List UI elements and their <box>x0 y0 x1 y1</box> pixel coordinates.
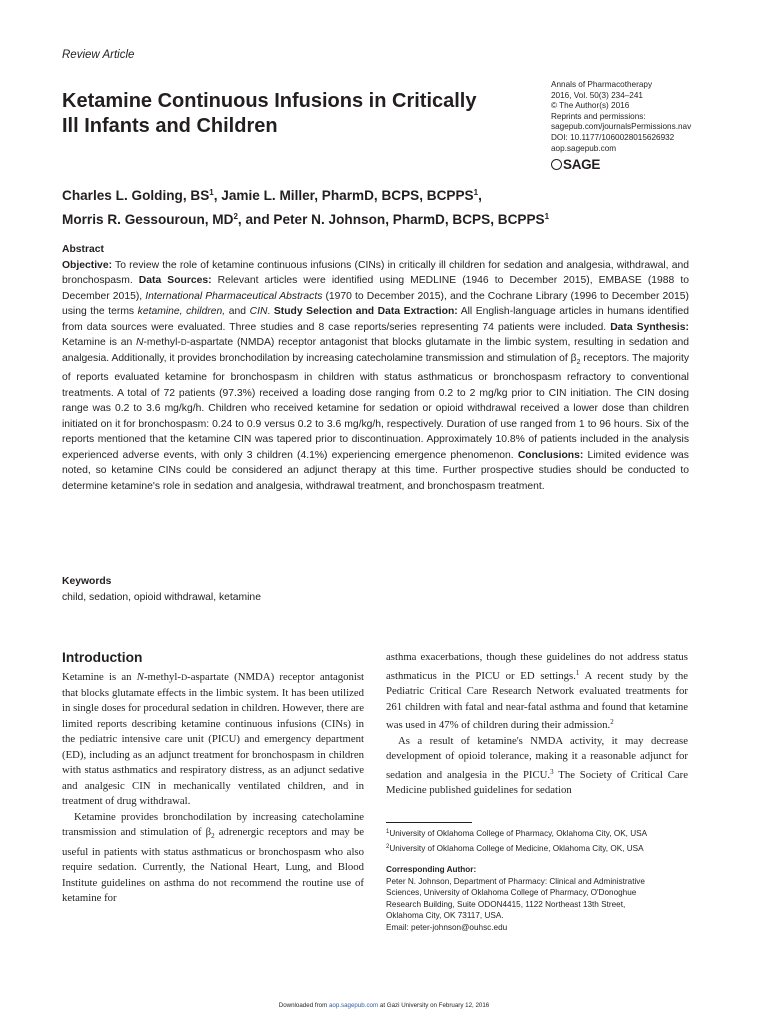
corresponding-author-block <box>386 864 706 933</box>
study-selection-text: All English-language articles in humans identified from data sources were evaluated. Three studies and 8 case reports/series representing 74 patients were included. <box>62 306 689 333</box>
journal-name: Annals of Pharmacotherapy <box>551 80 653 89</box>
study-selection-label: Study Selection and Data Extraction: <box>273 306 458 317</box>
journal-url: aop.sagepub.com <box>551 143 617 153</box>
search-term-cin: CIN <box>249 306 268 317</box>
author-list <box>62 182 549 230</box>
author-line-2 <box>62 206 549 230</box>
objective-text: To review the role of ketamine continuous infusions (CINs) in critically ill children for sedation and analgesia, withdrawal, and bronchospasm. <box>62 259 689 286</box>
permissions-url: sagepub.com/journalsPermissions.nav <box>551 122 692 132</box>
paragraph <box>386 650 688 734</box>
download-source-link[interactable]: aop.sagepub.com <box>328 1002 379 1009</box>
author-line-1 <box>62 182 549 206</box>
data-synthesis-text: Ketamine is an <box>62 337 136 348</box>
conclusions-text: Limited evidence was noted, so ketamine CINs could be considered an adjunct therapy at this time. Further prospective studies should be conducted to determine ketamine's role in sedation and analgesia, withdrawal treatment, and bronchospasm treatment. <box>62 449 689 492</box>
data-synthesis-text: -methyl- <box>143 337 181 348</box>
sage-logo <box>551 157 600 172</box>
paragraph <box>62 810 364 907</box>
affiliation-marker: 1 <box>473 188 479 197</box>
download-notice-text: at Gazi University on February 12, 2016 <box>378 1002 490 1009</box>
corresponding-author-line: Peter N. Johnson, Department of Pharmacy: Clinical and Administrative <box>386 876 645 886</box>
download-notice-text: Downloaded from <box>278 1002 329 1009</box>
keywords-list: child, sedation, opioid withdrawal, ketamine <box>62 591 261 603</box>
author-miller: , Jamie L. Miller, PharmD, BCPS, BCPPS <box>213 188 474 203</box>
download-notice <box>0 1002 768 1009</box>
n-prefix: N <box>136 671 144 683</box>
conjunction: and <box>225 306 250 317</box>
introduction-heading: Introduction <box>62 650 143 665</box>
journal-info-block <box>551 80 691 154</box>
affiliation-text: University of Oklahoma College of Pharmacy, Oklahoma City, OK, USA <box>389 829 648 838</box>
sage-logo-icon <box>551 159 562 170</box>
copyright-line: © The Author(s) 2016 <box>551 101 630 111</box>
corresponding-author-line: Sciences, University of Oklahoma College of Pharmacy, O'Donoghue <box>386 888 637 897</box>
body-text: As a result of ketamine's NMDA activity, it may decrease development of opioid tolerance, making it a reasonable adjunct for sedation and analgesia in the PICU. <box>386 734 688 781</box>
author-separator: , <box>478 188 482 203</box>
doi-line: DOI: 10.1177/1060028015626932 <box>551 132 675 142</box>
search-terms: ketamine, children, <box>137 306 226 317</box>
body-text: Ketamine provides bronchodilation by increasing catecholamine transmission and stimulation of β <box>62 810 364 838</box>
paragraph <box>62 670 364 810</box>
keywords-heading: Keywords <box>62 576 112 587</box>
d-prefix: D <box>180 338 187 347</box>
author-gessouroun: Morris R. Gessouroun, MD <box>62 212 234 227</box>
keywords-section <box>62 574 261 605</box>
footnote-divider <box>386 822 472 823</box>
body-text: adrenergic receptors and may be useful in patients with status asthmaticus or bronchospasm who also require sedation. Currently, the National Heart, Lung, and Blood Institute guidelines on asthma do not recommend the routine use of ketamine for <box>62 826 364 905</box>
reference-marker: 1 <box>575 668 580 677</box>
article-title: Ketamine Continuous Infusions in Critically Ill Infants and Children <box>62 90 477 137</box>
affiliation-marker: 2 <box>233 212 238 221</box>
d-prefix: D <box>181 672 188 682</box>
abstract-heading: Abstract <box>62 244 104 255</box>
data-synthesis-label: Data Synthesis: <box>610 321 689 333</box>
reprints-label: Reprints and permissions: <box>551 111 646 121</box>
affiliation-1 <box>386 826 647 841</box>
beta-subscript: 2 <box>211 832 215 841</box>
affiliation-marker: 1 <box>209 188 214 197</box>
database-name: International Pharmaceutical Abstracts <box>145 290 323 302</box>
author-johnson: , and Peter N. Johnson, PharmD, BCPS, BCPPS <box>237 212 545 227</box>
affiliations-block <box>386 826 647 855</box>
data-sources-label: Data Sources: <box>138 275 212 286</box>
conclusions-label: Conclusions: <box>517 449 584 461</box>
body-text: The Society of Critical Care Medicine published guidelines for sedation <box>386 768 688 796</box>
data-synthesis-text: -aspartate (NMDA) receptor antagonist that blocks glutamate in the limbic system, resulting in sedation and analgesia. Additionally, it provides bronchodilation by increasing catecholamine transmission and stimulation of β <box>62 337 689 364</box>
corresponding-author-line: Research Building, Suite ODON4415, 1122 Northeast 13th Street, <box>386 899 626 909</box>
paragraph <box>386 734 688 799</box>
abstract-section <box>62 242 689 494</box>
n-prefix: N <box>135 337 144 348</box>
corresponding-author-line: Oklahoma City, OK 73117, USA. <box>386 911 504 920</box>
body-text: -methyl- <box>143 671 181 683</box>
sage-logo-text: SAGE <box>563 157 601 172</box>
reference-marker: 2 <box>610 718 614 726</box>
data-sources-text: (1970 to December 2015), and the Cochrane Library (1996 to December 2015) using the terms <box>62 290 689 317</box>
body-text: A recent study by the Pediatric Critical Care Research Network evaluated treatments for 261 children with fatal and near-fatal asthma and found that ketamine was used in 47% of children during their admission. <box>386 669 689 731</box>
body-text: Ketamine is an <box>62 671 137 683</box>
abstract-body <box>62 258 689 495</box>
body-text: asthma exacerbations, though these guidelines do not address status asthmaticus in the PICU or ED settings. <box>386 651 688 682</box>
sentence-end: . <box>267 306 274 317</box>
affiliation-marker: 1 <box>544 212 550 221</box>
affiliation-marker: 1 <box>386 829 390 835</box>
corresponding-author-email[interactable]: Email: peter-johnson@ouhsc.edu <box>386 922 508 932</box>
journal-volume: 2016, Vol. 50(3) 234–241 <box>551 90 643 100</box>
corresponding-author-heading: Corresponding Author: <box>386 865 477 874</box>
body-column-left <box>62 670 364 907</box>
body-column-right <box>386 650 688 799</box>
data-synthesis-text: receptors. The majority of reports evaluated ketamine for bronchospasm in children with status asthmaticus or bronchospasm refractory to conventional treatments. A total of 72 patients (97.3%) received a loading dose ranging from 0.2 to 2 mg/kg prior to CIN initiation. The CIN dosing range was 0.2 to 3.6 mg/kg/h. Children who received ketamine for sedation or opioid withdrawal received a lower dose than children initiated on it for bronchospasm: 0.24 to 0.9 versus 0.2 to 3.6 mg/kg/h, respectively. Duration of use ranged from 1 to 96 hours. Six of the reports mentioned that the ketamine CIN was tapered prior to discontinuation. Approximately 10.8% of patients included in the analysis experienced adverse events, with only 3 children (4.1%) experiencing emergence phenomenon. <box>62 352 689 461</box>
affiliation-marker: 2 <box>386 843 390 850</box>
article-type-label: Review Article <box>62 49 135 61</box>
beta-subscript: 2 <box>576 358 581 366</box>
affiliation-text: University of Oklahoma College of Medicine, Oklahoma City, OK, USA <box>389 843 644 853</box>
objective-label: Objective: <box>62 259 113 271</box>
reference-marker: 3 <box>550 767 554 776</box>
author-golding: Charles L. Golding, BS <box>62 188 210 203</box>
affiliation-2 <box>386 841 647 856</box>
body-text: -aspartate (NMDA) receptor antagonist that blocks glutamate effects in the limbic system. It has been utilized in single doses for procedural sedation in children. However, there are limited reports describing ketamine continuous infusions (CINs) in the pediatric intensive care unit (PICU) and emergency department (ED), including as an adjunct treatment for bronchospasm in children with status asthmatics and respiratory distress, as an adjunct sedative and analgesic CIN in mechanically ventilated children, and in treatment of drug withdrawal. <box>62 671 365 807</box>
data-sources-text: Relevant articles were identified using MEDLINE (1946 to December 2015), EMBASE (1988 to December 2015), <box>62 275 689 302</box>
